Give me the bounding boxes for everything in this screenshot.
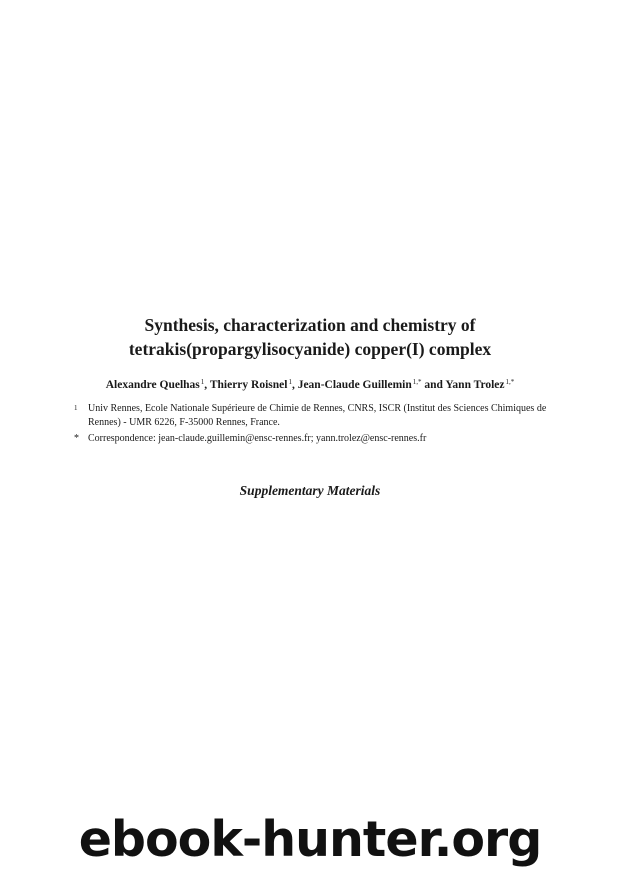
- author-affiliation-mark: 1: [200, 378, 205, 386]
- author-affiliation-mark: 1: [288, 378, 292, 386]
- author-name: Jean-Claude Guillemin: [297, 379, 412, 391]
- paper-title: [0, 313, 620, 361]
- paper-title-line-2: tetrakis(propargylisocyanide) copper(I) complex: [128, 339, 492, 359]
- author-separator: and: [421, 379, 446, 391]
- author-name: Thierry Roisnel: [209, 379, 288, 391]
- author-name: Yann Trolez: [445, 379, 505, 391]
- watermark: ebook-hunter.org: [78, 811, 542, 868]
- correspondence: [74, 432, 554, 446]
- author-name: Alexandre Quelhas: [105, 379, 200, 391]
- author-separator: ,: [291, 379, 298, 391]
- affiliation-1: [74, 402, 554, 429]
- author-list: [0, 374, 620, 393]
- paper-title-line-1: Synthesis, characterization and chemistry of: [144, 315, 476, 335]
- affiliation-marker: 1: [74, 404, 78, 412]
- supplementary-heading: Supplementary Materials: [239, 483, 381, 498]
- correspondence-text: Correspondence: jean-claude.guillemin@ensc-rennes.fr; yann.trolez@ensc-rennes.fr: [88, 433, 427, 444]
- author-affiliation-mark: 1,*: [505, 378, 515, 386]
- author-separator: ,: [204, 379, 210, 391]
- correspondence-marker: *: [74, 433, 79, 444]
- author-affiliation-mark: 1,*: [412, 378, 422, 386]
- affiliation-text: Univ Rennes, Ecole Nationale Supérieure de Chimie de Rennes, CNRS, ISCR (Institut des Sciences Chimiques de Rennes) - UMR 6226, F-35000 Rennes, France.: [88, 403, 547, 428]
